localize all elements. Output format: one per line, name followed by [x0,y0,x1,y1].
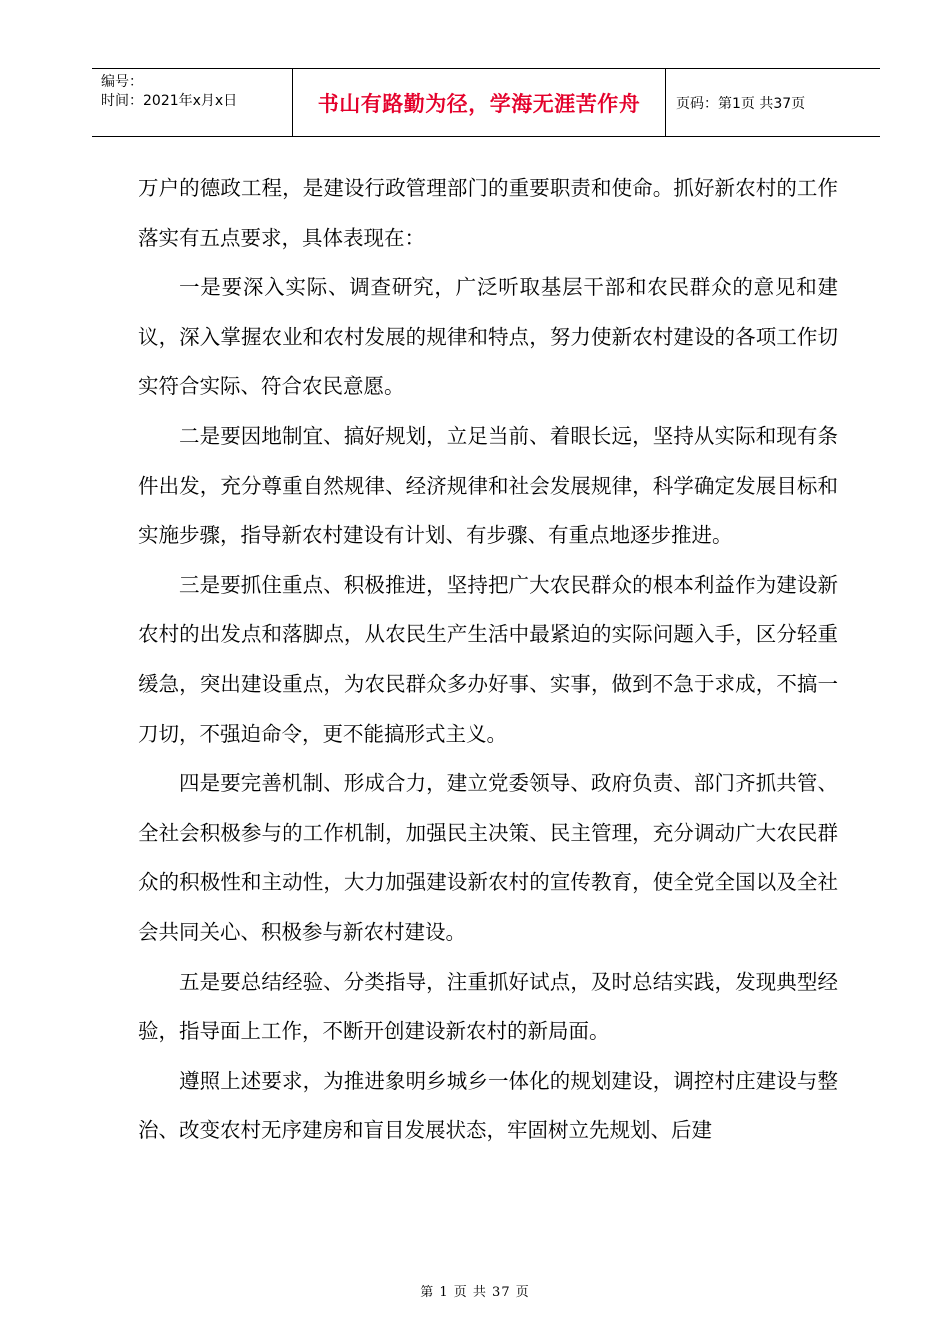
paragraph-requirement-1: 一是要深入实际、调查研究，广泛听取基层干部和农民群众的意见和建议，深入掌握农业和农村发展的规律和特点，努力使新农村建设的各项工作切实符合实际、符合农民意愿。 [138,275,838,399]
header-motto: 书山有路勤为径，学海无涯苦作舟 [293,69,666,136]
document-time-label: 时间：2021年x月x日 [101,93,238,109]
page-footer: 第 1 页 共 37 页 [420,1285,530,1300]
paragraph-conclusion: 遵照上述要求，为推进象明乡城乡一体化的规划建设，调控村庄建设与整治、改变农村无序建房和盲目发展状态，牢固树立先规划、后建 [138,1068,838,1143]
header-meta-cell [92,69,293,136]
paragraph-continuation: 万户的德政工程，是建设行政管理部门的重要职责和使命。抓好新农村的工作落实有五点要求，具体表现在： [138,176,838,250]
paragraph-requirement-5: 五是要总结经验、分类指导，注重抓好试点，及时总结实践，发现典型经验，指导面上工作，不断开创建设新农村的新局面。 [138,969,838,1044]
paragraph-requirement-4: 四是要完善机制、形成合力，建立党委领导、政府负责、部门齐抓共管、全社会积极参与的工作机制，加强民主决策、民主管理，充分调动广大农民群众的积极性和主动性，大力加强建设新农村的宣传教育，使全党全国以及全社会共同关心、积极参与新农村建设。 [138,771,838,944]
paragraph-requirement-2: 二是要因地制宜、搞好规划，立足当前、着眼长远，坚持从实际和现有条件出发，充分尊重自然规律、经济规律和社会发展规律，科学确定发展目标和实施步骤，指导新农村建设有计划、有步骤、有重点地逐步推进。 [138,423,838,548]
document-number-label: 编号： [101,74,143,90]
header-page-info: 页码：第1页 共37页 [676,95,806,112]
paragraph-requirement-3: 三是要抓住重点、积极推进，坚持把广大农民群众的根本利益作为建设新农村的出发点和落脚点，从农民生产生活中最紧迫的实际问题入手，区分轻重缓急，突出建设重点，为农民群众多办好事、实事，做到不急于求成，不搞一刀切，不强迫命令，更不能搞形式主义。 [138,572,838,746]
document-body [138,164,838,1156]
page-header [92,68,880,137]
